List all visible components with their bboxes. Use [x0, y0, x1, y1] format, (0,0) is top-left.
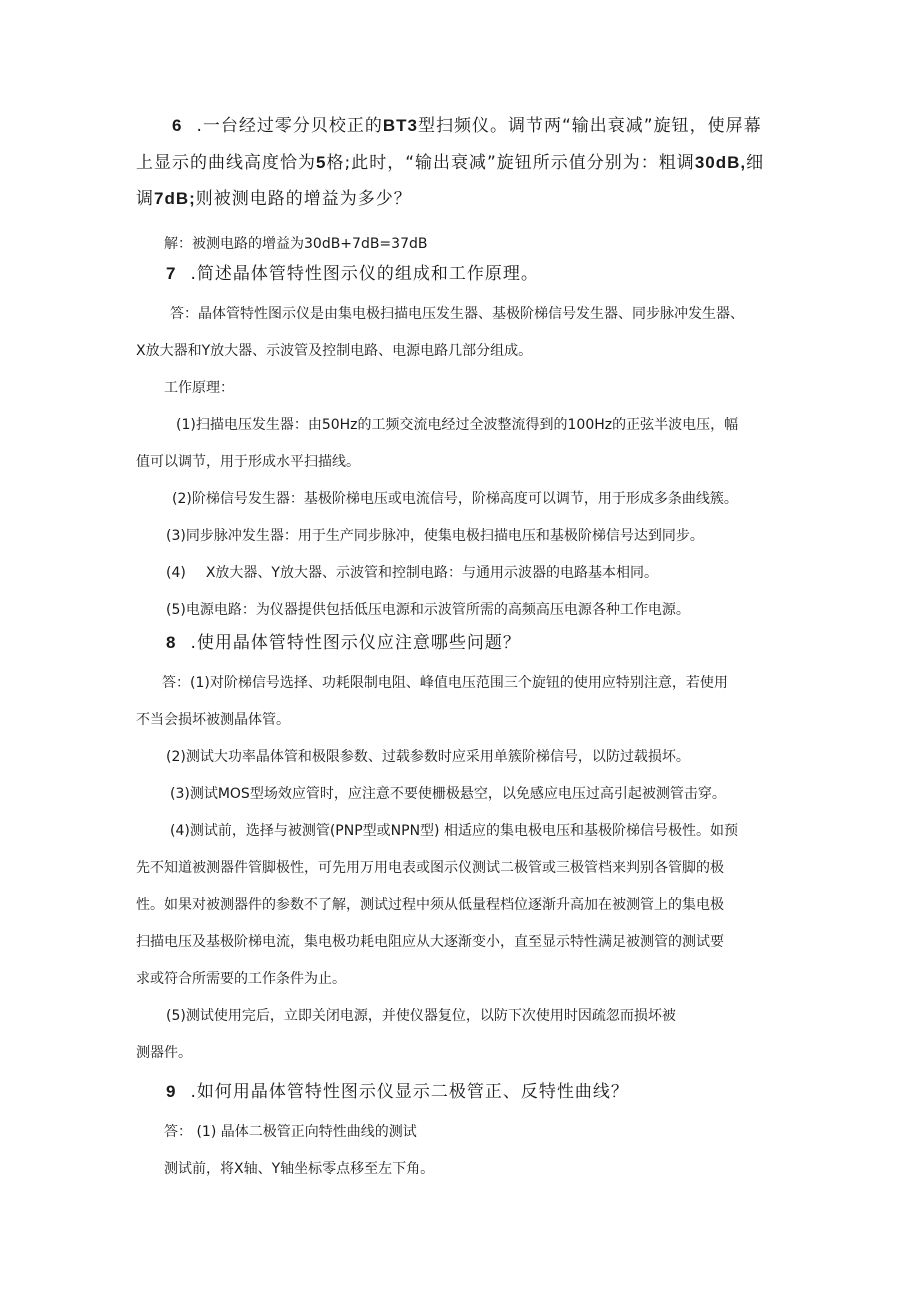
q7-number: 7	[166, 264, 177, 283]
q7-point-3: (3)同步脉冲发生器：用于生产同步脉冲，使集电极扫描电压和基极阶梯信号达到同步。	[166, 528, 704, 544]
q6-text-1b: BT3	[382, 116, 418, 135]
q7-point-2: (2)阶梯信号发生器：基极阶梯电压或电流信号，阶梯高度可以调节，用于形成多条曲线簇。	[172, 491, 738, 507]
q7-point-4	[166, 563, 658, 583]
q6-answer: 解：被测电路的增益为30dB+7dB=37dB	[164, 236, 428, 252]
q6-text-2b: 5	[316, 153, 327, 172]
q8-answer-5-line-1: (5)测试使用完后，立即关闭电源，并使仪器复位，以防下次使用时因疏忽而损坏被	[166, 1008, 676, 1024]
q9-title-line	[166, 1082, 629, 1102]
q8-answer-4-line-4: 扫描电压及基极阶梯电流，集电极功耗电阻应从大逐渐变小，直至显示特性满足被测管的测试要	[136, 934, 724, 950]
q7-answer-line-1: 答：晶体管特性图示仪是由集电极扫描电压发生器、基极阶梯信号发生器、同步脉冲发生器、	[170, 306, 744, 322]
q6-text-3a: 调	[136, 189, 154, 209]
q8-title-line	[166, 633, 521, 653]
q8-answer-4-line-5: 求或符合所需要的工作条件为止。	[136, 971, 346, 987]
q8-answer-3: (3)测试MOS型场效应管时，应注意不要使栅极悬空，以免感应电压过高引起被测管击穿。	[170, 786, 726, 802]
q7-title: .简述晶体管特性图示仪的组成和工作原理。	[190, 264, 539, 284]
q6-number: 6	[172, 116, 183, 135]
q8-answer-4-line-2: 先不知道被测器件管脚极性，可先用万用电表或图示仪测试二极管或三极管档来判别各管脚的极	[136, 860, 724, 876]
q6-text-2c: 格;此时，“输出衰减”旋钮所示值分别为：粗调	[326, 153, 695, 173]
q8-answer-4-line-3: 性。如果对被测器件的参数不了解，测试过程中须从低量程档位逐渐升高加在被测管上的集电极	[136, 897, 724, 913]
q7-point-5: (5)电源电路：为仪器提供包括低压电源和示波管所需的高频高压电源各种工作电源。	[166, 602, 690, 618]
q8-number: 8	[166, 633, 177, 652]
q6-text-3b: 7dB;	[154, 189, 196, 208]
q8-answer-1-line-2: 不当会损坏被测晶体管。	[136, 712, 290, 728]
q8-answer-2: (2)测试大功率晶体管和极限参数、过载参数时应采用单簇阶梯信号，以防过载损坏。	[166, 749, 690, 765]
q7-point-1-line-1: (1)扫描电压发生器：由50Hz的工频交流电经过全波整流得到的100Hz的正弦半波电压，幅	[176, 417, 739, 433]
q7-answer-line-2: X放大器和Y放大器、示波管及控制电路、电源电路几部分组成。	[136, 343, 533, 359]
q8-answer-1-line-1: 答：(1)对阶梯信号选择、功耗限制电阻、峰值电压范围三个旋钮的使用应特别注意，若使用	[162, 675, 728, 691]
q9-answer-2: 测试前，将X轴、Y轴坐标零点移至左下角。	[164, 1161, 435, 1177]
q6-text-2e: 细	[746, 153, 765, 173]
q7-point-4-number: (4)	[166, 565, 186, 581]
q6-line-1	[172, 116, 762, 136]
q9-title: .如何用晶体管特性图示仪显示二极管正、反特性曲线？	[190, 1082, 629, 1102]
q9-answer-1: 答： (1) 晶体二极管正向特性曲线的测试	[164, 1124, 417, 1140]
q7-title-line	[166, 264, 539, 284]
q8-answer-5-line-2: 测器件。	[136, 1045, 192, 1061]
q6-line-3	[136, 189, 412, 209]
q7-principle-heading: 工作原理：	[164, 380, 234, 396]
q6-text-1a: .一台经过零分贝校正的	[196, 116, 383, 136]
q8-answer-4-line-1: (4)测试前，选择与被测管(PNP型或NPN型) 相适应的集电极电压和基极阶梯信号极性。如预	[170, 823, 738, 839]
q8-title: .使用晶体管特性图示仪应注意哪些问题？	[190, 633, 521, 653]
q6-text-1c: 型扫频仪。调节两“输出衰减”旋钮，使屏幕	[418, 116, 762, 136]
q6-text-2d: 30dB,	[694, 153, 747, 172]
q7-point-1-line-2: 值可以调节，用于形成水平扫描线。	[136, 454, 360, 470]
q6-text-2a: 上显示的曲线高度恰为	[136, 153, 316, 173]
q6-line-2	[136, 153, 764, 173]
q9-number: 9	[166, 1082, 177, 1101]
q7-point-4-text: X放大器、Y放大器、示波管和控制电路：与通用示波器的电路基本相同。	[205, 565, 658, 581]
q6-text-3c: 则被测电路的增益为多少？	[195, 189, 412, 209]
